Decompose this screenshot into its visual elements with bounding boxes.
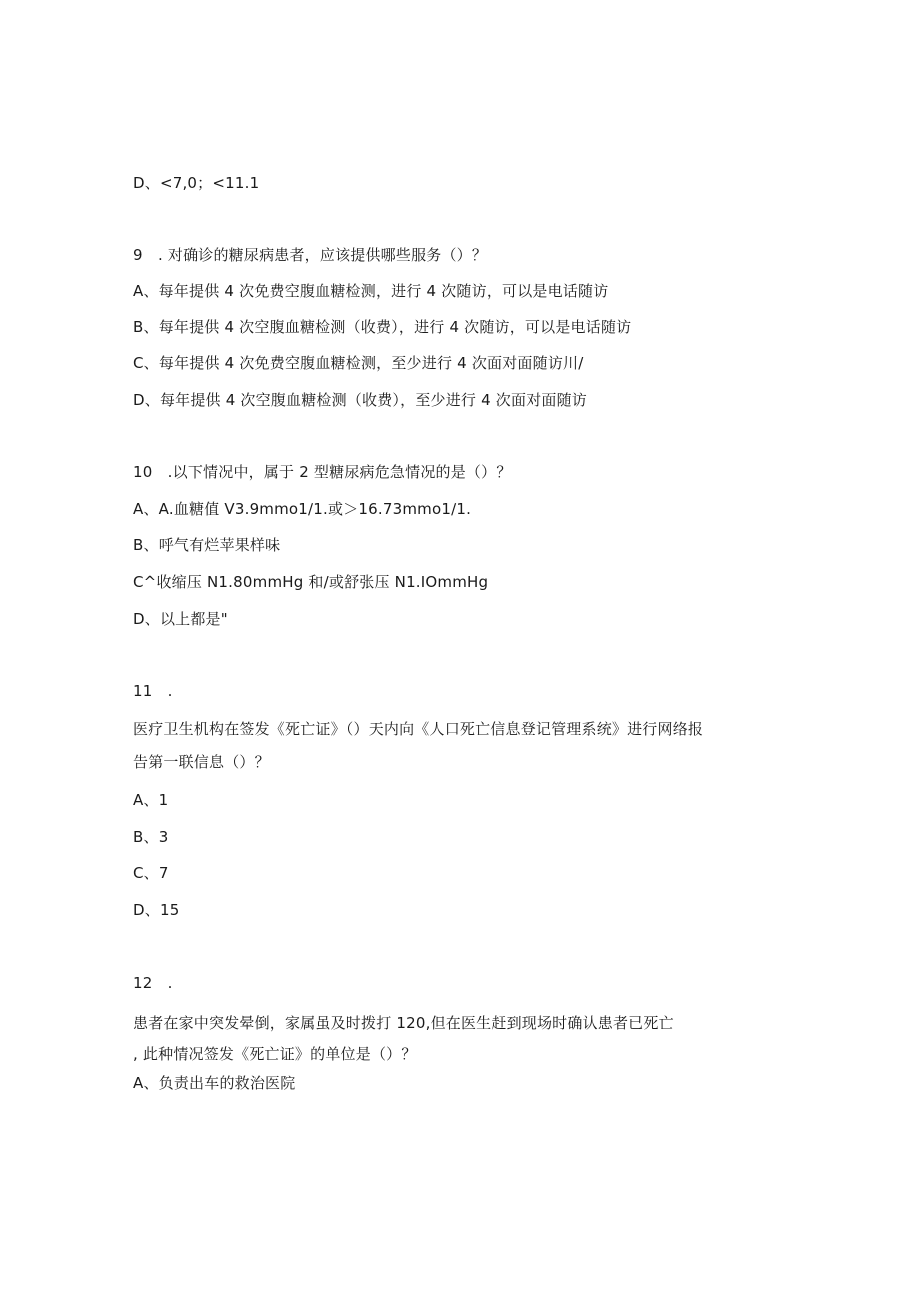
q11-number: 11 . xyxy=(133,682,173,700)
q10-option-d: D、以上都是" xyxy=(133,610,228,628)
q9-option-c: C、每年提供 4 次免费空腹血糖检测，至少进行 4 次面对面随访川/ xyxy=(133,354,584,372)
q9-option-d: D、每年提供 4 次空腹血糖检测（收费），至少进行 4 次面对面随访 xyxy=(133,391,588,409)
q9-option-b: B、每年提供 4 次空腹血糖检测（收费），进行 4 次随访，可以是电话随访 xyxy=(133,318,632,336)
q10-question: 10 .以下情况中，属于 2 型糖尿病危急情况的是（）？ xyxy=(133,463,512,481)
q8-option-d: D、<7,0；<11.1 xyxy=(133,174,260,192)
q11-option-a: A、1 xyxy=(133,791,169,809)
q12-number: 12 . xyxy=(133,974,173,992)
q11-question-line2: 告第一联信息（）？ xyxy=(133,753,270,771)
q11-option-c: C、7 xyxy=(133,864,169,882)
q9-question: 9 . 对确诊的糖尿病患者，应该提供哪些服务（）？ xyxy=(133,246,488,264)
q12-option-a: A、负责出车的救治医院 xyxy=(133,1074,296,1092)
q11-option-b: B、3 xyxy=(133,828,169,846)
q11-option-d: D、15 xyxy=(133,901,180,919)
q12-question-line1: 患者在家中突发晕倒，家属虽及时拨打 120,但在医生赶到现场时确认患者已死亡 xyxy=(133,1014,674,1032)
q9-option-a: A、每年提供 4 次免费空腹血糖检测，进行 4 次随访，可以是电话随访 xyxy=(133,282,609,300)
q10-option-a: A、A.血糖值 V3.9mmo1∕1.或＞16.73mmo1∕1. xyxy=(133,500,472,518)
q11-question-line1: 医疗卫生机构在签发《死亡证》（）天内向《人口死亡信息登记管理系统》进行网络报 xyxy=(133,720,704,738)
q10-option-b: B、呼气有烂苹果样味 xyxy=(133,536,281,554)
q12-question-line2: , 此种情况签发《死亡证》的单位是（）？ xyxy=(133,1045,417,1063)
q10-option-c: C^收缩压 N1.80mmHg 和/或舒张压 N1.IOmmHg xyxy=(133,573,489,591)
